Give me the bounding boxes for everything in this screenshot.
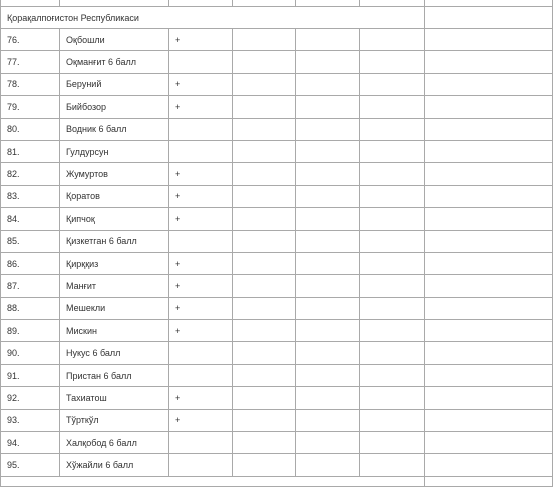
settlement-name: Қирққиз (60, 252, 169, 274)
empty-cell (233, 163, 296, 185)
table-row (1, 73, 553, 95)
row-number: 78. (1, 73, 60, 95)
table-row (1, 118, 553, 140)
row-number: 94. (1, 432, 60, 454)
table-row (1, 454, 553, 476)
empty-cell (296, 118, 360, 140)
table-row (1, 140, 553, 162)
empty-cell (360, 387, 425, 409)
table-row (1, 409, 553, 431)
mark-cell (169, 342, 233, 364)
mark-cell: + (169, 387, 233, 409)
empty-cell (360, 230, 425, 252)
table-row (1, 320, 553, 342)
empty-cell (296, 51, 360, 73)
empty-cell (360, 73, 425, 95)
empty-cell (360, 208, 425, 230)
empty-cell (233, 140, 296, 162)
empty-cell (425, 432, 553, 454)
mark-cell (169, 432, 233, 454)
empty-cell (425, 73, 553, 95)
empty-cell (360, 364, 425, 386)
table-row-bottom (1, 476, 553, 486)
empty-cell (233, 387, 296, 409)
row-number: 82. (1, 163, 60, 185)
mark-cell: + (169, 96, 233, 118)
empty-cell (296, 230, 360, 252)
row-number: 88. (1, 297, 60, 319)
empty-cell (360, 297, 425, 319)
empty-cell (296, 342, 360, 364)
mark-cell (169, 364, 233, 386)
table-row (1, 364, 553, 386)
row-number: 95. (1, 454, 60, 476)
row-number: 85. (1, 230, 60, 252)
table-row (1, 387, 553, 409)
row-number: 80. (1, 118, 60, 140)
settlement-name: Қизкетган 6 балл (60, 230, 169, 252)
settlement-name: Манғит (60, 275, 169, 297)
empty-cell (360, 140, 425, 162)
settlement-name: Мискин (60, 320, 169, 342)
empty-cell (233, 208, 296, 230)
settlement-name: Тўрткўл (60, 409, 169, 431)
empty-cell (425, 387, 553, 409)
empty-cell (360, 51, 425, 73)
empty-cell (425, 208, 553, 230)
settlement-name: Бийбозор (60, 96, 169, 118)
empty-cell (233, 185, 296, 207)
table-row (1, 252, 553, 274)
row-number: 81. (1, 140, 60, 162)
row-number: 89. (1, 320, 60, 342)
table-row (1, 29, 553, 51)
mark-cell: + (169, 275, 233, 297)
empty-cell (425, 409, 553, 431)
empty-cell (425, 252, 553, 274)
region-header-row (1, 7, 553, 29)
settlement-name: Нукус 6 балл (60, 342, 169, 364)
mark-cell: + (169, 297, 233, 319)
mark-cell (169, 454, 233, 476)
empty-cell (296, 96, 360, 118)
empty-cell (296, 252, 360, 274)
empty-cell (360, 432, 425, 454)
empty-cell (425, 230, 553, 252)
table-row (1, 432, 553, 454)
empty-cell (296, 454, 360, 476)
row-number: 77. (1, 51, 60, 73)
empty-cell (360, 454, 425, 476)
empty-cell (233, 297, 296, 319)
mark-cell: + (169, 320, 233, 342)
empty-cell (233, 230, 296, 252)
settlement-name: Мешекли (60, 297, 169, 319)
mark-cell: + (169, 208, 233, 230)
empty-cell (296, 297, 360, 319)
mark-cell: + (169, 29, 233, 51)
empty-cell (425, 96, 553, 118)
empty-cell (233, 409, 296, 431)
empty-cell (425, 454, 553, 476)
empty-cell (296, 387, 360, 409)
table-row (1, 230, 553, 252)
empty-cell (360, 409, 425, 431)
row-number: 84. (1, 208, 60, 230)
empty-cell (233, 364, 296, 386)
empty-cell (360, 96, 425, 118)
empty-cell (233, 118, 296, 140)
table-row (1, 342, 553, 364)
empty-cell (425, 51, 553, 73)
empty-cell (425, 163, 553, 185)
empty-cell (360, 185, 425, 207)
empty-cell (360, 275, 425, 297)
row-number: 86. (1, 252, 60, 274)
empty-cell (296, 364, 360, 386)
empty-cell (360, 118, 425, 140)
empty-cell (233, 252, 296, 274)
empty-cell (360, 29, 425, 51)
mark-cell: + (169, 163, 233, 185)
settlement-name: Оқманғит 6 балл (60, 51, 169, 73)
empty-cell (296, 29, 360, 51)
empty-cell (233, 29, 296, 51)
row-number: 92. (1, 387, 60, 409)
empty-cell (425, 118, 553, 140)
table-row (1, 163, 553, 185)
settlement-name: Тахиатош (60, 387, 169, 409)
region-title: Қорақалпоғистон Республикаси (1, 7, 425, 29)
table-row (1, 51, 553, 73)
empty-cell (296, 73, 360, 95)
mark-cell: + (169, 409, 233, 431)
settlement-name: Халқобод 6 балл (60, 432, 169, 454)
empty-cell (425, 185, 553, 207)
settlement-name: Оқбошли (60, 29, 169, 51)
settlement-name: Водник 6 балл (60, 118, 169, 140)
empty-cell (425, 320, 553, 342)
empty-cell (360, 342, 425, 364)
mark-cell (169, 118, 233, 140)
empty-cell (425, 29, 553, 51)
empty-cell (425, 140, 553, 162)
empty-cell (360, 252, 425, 274)
empty-cell (296, 163, 360, 185)
empty-cell (296, 208, 360, 230)
row-number: 90. (1, 342, 60, 364)
mark-cell: + (169, 73, 233, 95)
settlement-name: Хўжайли 6 балл (60, 454, 169, 476)
empty-cell (233, 454, 296, 476)
empty-cell (233, 432, 296, 454)
empty-cell (233, 320, 296, 342)
mark-cell (169, 51, 233, 73)
row-number: 83. (1, 185, 60, 207)
empty-cell (296, 409, 360, 431)
mark-cell: + (169, 185, 233, 207)
table-row (1, 96, 553, 118)
empty-cell (296, 275, 360, 297)
settlement-name: Пристан 6 балл (60, 364, 169, 386)
empty-cell (296, 185, 360, 207)
row-number: 76. (1, 29, 60, 51)
empty-cell (425, 297, 553, 319)
empty-cell (360, 163, 425, 185)
empty-cell (233, 342, 296, 364)
settlement-name: Қоратов (60, 185, 169, 207)
row-number: 87. (1, 275, 60, 297)
empty-cell (233, 73, 296, 95)
empty-cell (233, 96, 296, 118)
empty-cell (425, 364, 553, 386)
table-row (1, 275, 553, 297)
settlement-name: Гулдурсун (60, 140, 169, 162)
empty-cell (296, 320, 360, 342)
empty-cell (425, 342, 553, 364)
settlement-name: Беруний (60, 73, 169, 95)
row-number: 93. (1, 409, 60, 431)
mark-cell: + (169, 252, 233, 274)
row-number: 79. (1, 96, 60, 118)
table-row (1, 185, 553, 207)
settlement-name: Қипчоқ (60, 208, 169, 230)
mark-cell (169, 140, 233, 162)
table-row (1, 297, 553, 319)
empty-cell (233, 275, 296, 297)
empty-cell (296, 432, 360, 454)
table-row (1, 208, 553, 230)
settlement-name: Жумуртов (60, 163, 169, 185)
row-number: 91. (1, 364, 60, 386)
empty-cell (360, 320, 425, 342)
mark-cell (169, 230, 233, 252)
empty-cell (296, 140, 360, 162)
empty-cell (233, 51, 296, 73)
empty-cell (425, 275, 553, 297)
